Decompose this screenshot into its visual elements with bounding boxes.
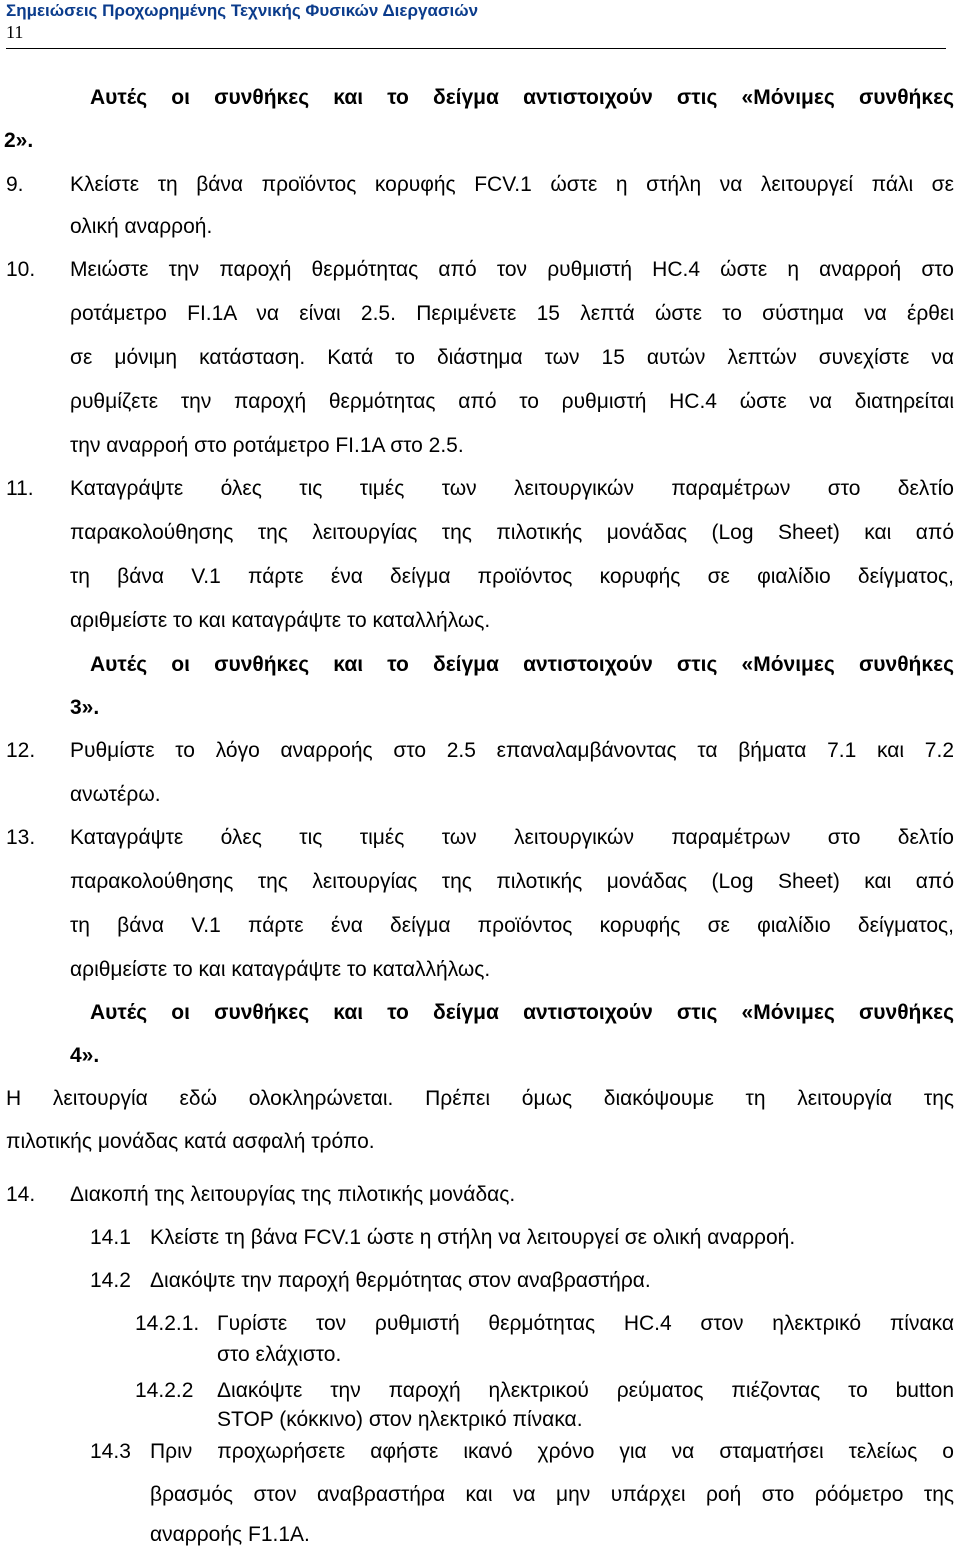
step-11-text: Καταγράψτε όλες τις τιμές των λειτουργικών παραμέτρων στο δελτίο [70, 477, 954, 500]
step-9-number: 9. [6, 173, 24, 196]
step-13-text: παρακολούθησης της λειτουργίας της πιλοτικής μονάδας (Log Sheet) και από [70, 870, 954, 893]
step-11-text: παρακολούθησης της λειτουργίας της πιλοτικής μονάδας (Log Sheet) και από [70, 521, 954, 544]
conditions-4-line: Αυτές οι συνθήκες και το δείγμα αντιστοιχούν στις «Μόνιμες συνθήκες [90, 1001, 954, 1024]
page-header [6, 0, 946, 49]
step-14-number: 14. [6, 1183, 36, 1206]
step-14-3-text: αναρροής F1.1A. [150, 1523, 310, 1546]
step-14-3-number: 14.3 [90, 1440, 131, 1463]
closing-paragraph: πιλοτικής μονάδας κατά ασφαλή τρόπο. [6, 1130, 375, 1153]
step-14-1-text: Κλείστε τη βάνα FCV.1 ώστε η στήλη να λειτουργεί σε ολική αναρροή. [150, 1226, 796, 1249]
conditions-3-line: Αυτές οι συνθήκες και το δείγμα αντιστοιχούν στις «Μόνιμες συνθήκες [90, 653, 954, 676]
step-14-3-text: Πριν προχωρήσετε αφήστε ικανό χρόνο για να σταματήσει τελείως ο [150, 1440, 954, 1463]
step-14-2-2-text: STOP (κόκκινο) στον ηλεκτρικό πίνακα. [217, 1408, 583, 1431]
step-13-text: Καταγράψτε όλες τις τιμές των λειτουργικών παραμέτρων στο δελτίο [70, 826, 954, 849]
step-11-number: 11. [6, 477, 34, 500]
step-10-text: ρυθμίζετε την παροχή θερμότητας από το ρυθμιστή HC.4 ώστε να διατηρείται [70, 390, 954, 413]
conditions-4-end: 4». [70, 1044, 100, 1067]
step-14-1-number: 14.1 [90, 1226, 131, 1249]
step-14-2-2-text: Διακόψτε την παροχή ηλεκτρικού ρεύματος πιέζοντας το button [217, 1379, 954, 1402]
step-12-number: 12. [6, 739, 36, 762]
step-9-text: Κλείστε τη βάνα προϊόντος κορυφής FCV.1 ώστε η στήλη να λειτουργεί πάλι σε [70, 173, 954, 196]
step-14-2-text: Διακόψτε την παροχή θερμότητας στον αναβραστήρα. [150, 1269, 651, 1292]
conditions-2-end: 2». [4, 129, 34, 152]
step-13-text: τη βάνα V.1 πάρτε ένα δείγμα προϊόντος κορυφής σε φιαλίδιο δείγματος, [70, 914, 954, 937]
step-13-number: 13. [6, 826, 36, 849]
page-number: 11 [6, 22, 24, 42]
step-10-text: ροτάμετρο FI.1A να είναι 2.5. Περιμένετε 15 λεπτά ώστε το σύστημα να έρθει [70, 302, 954, 325]
closing-paragraph: Η λειτουργία εδώ ολοκληρώνεται. Πρέπει όμως διακόψουμε τη λειτουργία της [6, 1087, 954, 1110]
conditions-2-line: Αυτές οι συνθήκες και το δείγμα αντιστοιχούν στις «Μόνιμες συνθήκες [90, 86, 954, 109]
step-10-number: 10. [6, 258, 36, 281]
step-14-2-2-number: 14.2.2 [135, 1379, 194, 1402]
step-9-text: ολική αναρροή. [70, 215, 213, 238]
step-14-2-1-number: 14.2.1. [135, 1312, 200, 1335]
document-title: Σημειώσεις Προχωρημένης Τεχνικής Φυσικών Διεργασιών [6, 1, 479, 20]
step-11-text: αριθμείστε το και καταγράψτε το καταλλήλως. [70, 609, 491, 632]
step-14-3-text: βρασμός στον αναβραστήρα και να μην υπάρχει ροή στο ρόόμετρο της [150, 1483, 954, 1506]
step-10-text: την αναρροή στο ροτάμετρο FI.1A στο 2.5. [70, 434, 464, 457]
step-14-title: Διακοπή της λειτουργίας της πιλοτικής μονάδας. [70, 1183, 516, 1206]
conditions-3-end: 3». [70, 696, 100, 719]
step-10-text: σε μόνιμη κατάσταση. Κατά το διάστημα των 15 αυτών λεπτών συνεχίστε να [70, 346, 954, 369]
step-13-text: αριθμείστε το και καταγράψτε το καταλλήλως. [70, 958, 491, 981]
step-14-2-1-text: στο ελάχιστο. [217, 1343, 342, 1366]
step-14-2-number: 14.2 [90, 1269, 131, 1292]
step-14-2-1-text: Γυρίστε τον ρυθμιστή θερμότητας HC.4 στον ηλεκτρικό πίνακα [217, 1312, 954, 1335]
step-11-text: τη βάνα V.1 πάρτε ένα δείγμα προϊόντος κορυφής σε φιαλίδιο δείγματος, [70, 565, 954, 588]
step-10-text: Μειώστε την παροχή θερμότητας από τον ρυθμιστή HC.4 ώστε η αναρροή στο [70, 258, 954, 281]
step-12-text: Ρυθμίστε το λόγο αναρροής στο 2.5 επαναλαμβάνοντας τα βήματα 7.1 και 7.2 [70, 739, 954, 762]
step-12-text: ανωτέρω. [70, 783, 161, 806]
